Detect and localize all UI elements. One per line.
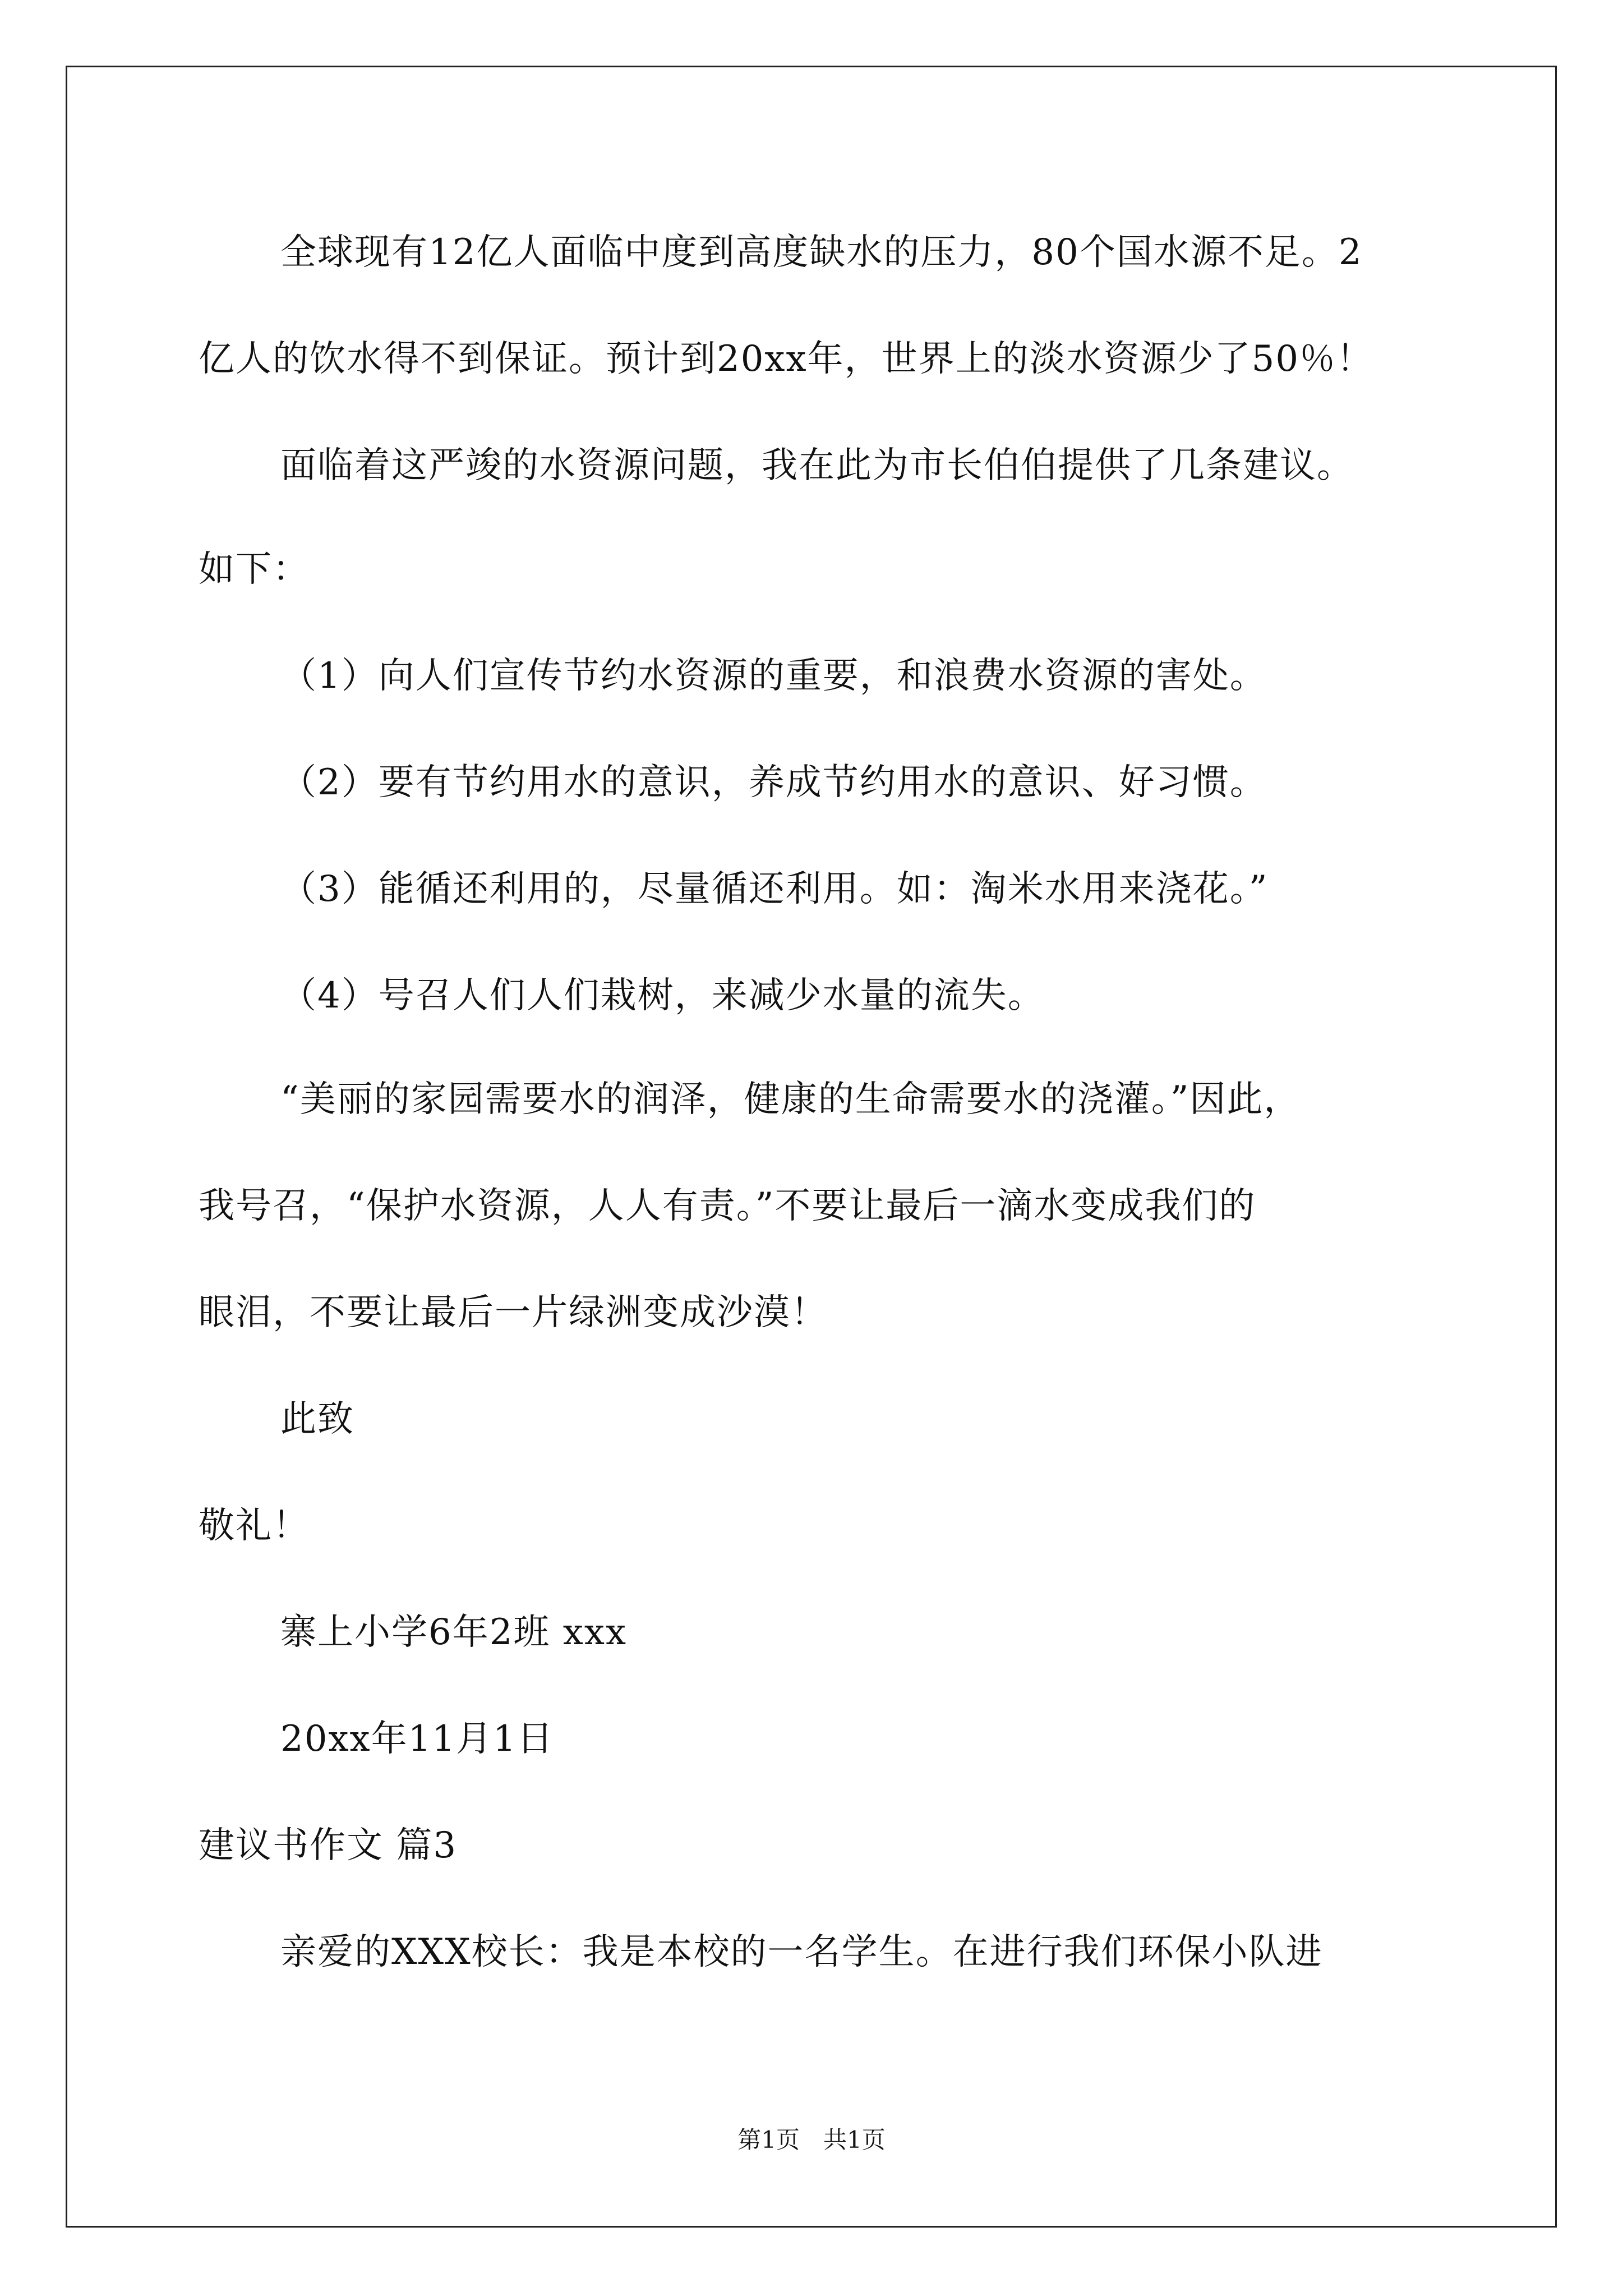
page-number-footer: 第1页 共1页 bbox=[737, 2126, 886, 2154]
closing-salutation: 敬礼！ bbox=[199, 1505, 310, 1547]
page-border bbox=[66, 66, 1557, 2228]
paragraph-line: 我号召，“保护水资源，人人有责。”不要让最后一滴水变成我们的 bbox=[199, 1185, 1256, 1227]
list-item: （4）号召人们人们栽树，来减少水量的流失。 bbox=[280, 975, 1045, 1016]
paragraph-line: 全球现有12亿人面临中度到高度缺水的压力，80个国水源不足。2 bbox=[280, 232, 1363, 273]
section-heading: 建议书作文 篇3 bbox=[199, 1825, 458, 1866]
paragraph-line: 亲爱的XXX校长：我是本校的一名学生。在进行我们环保小队进 bbox=[280, 1931, 1323, 1973]
paragraph-line: 如下： bbox=[199, 549, 310, 590]
date-line: 20xx年11月1日 bbox=[280, 1718, 554, 1760]
paragraph-line: 亿人的饮水得不到保证。预计到20xx年，世界上的淡水资源少了50％！ bbox=[199, 338, 1374, 380]
closing-line: 此致 bbox=[280, 1398, 354, 1440]
paragraph-line: 面临着这严竣的水资源问题，我在此为市长伯伯提供了几条建议。 bbox=[280, 445, 1354, 486]
paragraph-line: 眼泪，不要让最后一片绿洲变成沙漠！ bbox=[199, 1292, 828, 1333]
list-item: （1）向人们宣传节约水资源的重要，和浪费水资源的害处。 bbox=[280, 655, 1267, 697]
list-item: （2）要有节约用水的意识，养成节约用水的意识、好习惯。 bbox=[280, 762, 1267, 803]
paragraph-line: “美丽的家园需要水的润泽，健康的生命需要水的浇灌。”因此， bbox=[280, 1079, 1301, 1120]
signature-line: 寨上小学6年2班 xxx bbox=[280, 1612, 628, 1653]
list-item: （3）能循还利用的，尽量循还利用。如：淘米水用来浇花。” bbox=[280, 868, 1269, 910]
